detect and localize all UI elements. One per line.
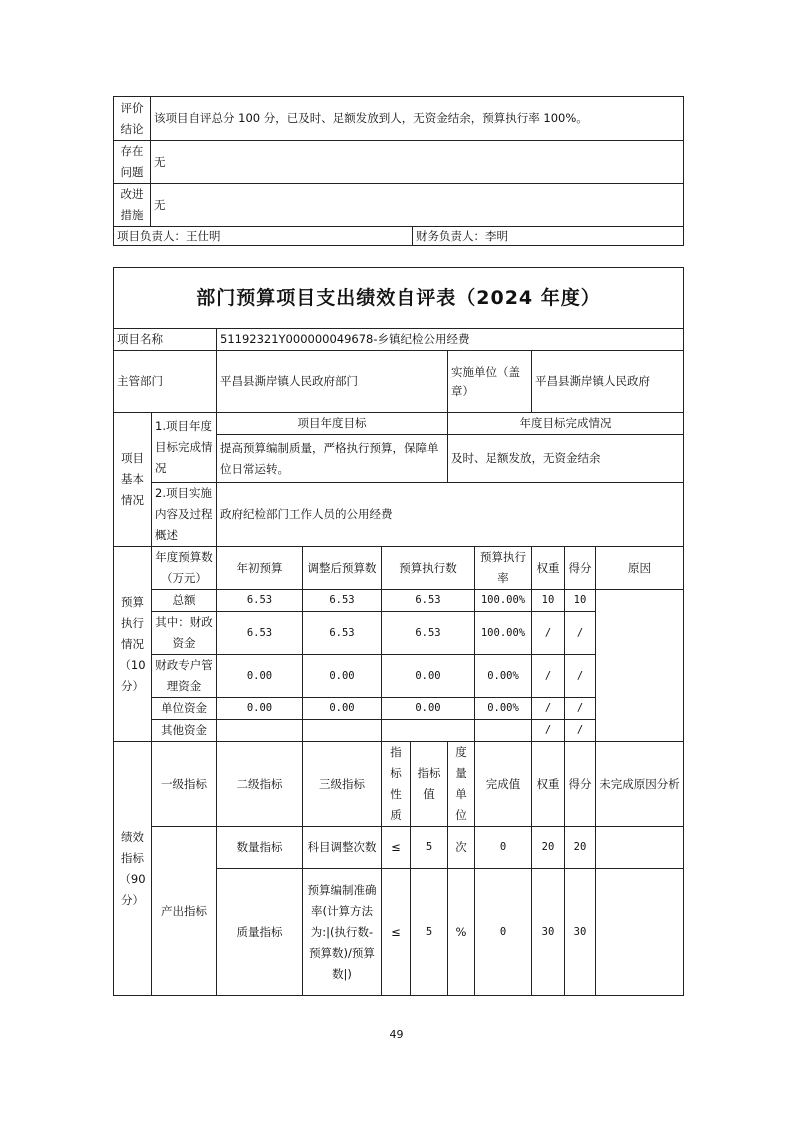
budget-row-name: 财政专户管理资金 — [152, 655, 217, 698]
budget-row — [114, 590, 684, 612]
budget-row-adjusted — [303, 720, 382, 742]
goal-text: 提高预算编制质量，严格执行预算，保障单位日常运转。 — [217, 435, 448, 483]
budget-row-name: 总额 — [152, 590, 217, 612]
perf-actual: 0 — [475, 827, 532, 869]
budget-header-initial: 年初预算 — [217, 547, 303, 590]
goal-label: 1.项目年度目标完成情况 — [152, 413, 217, 483]
responsible-persons-table — [113, 226, 684, 246]
budget-header-rate: 预算执行率 — [475, 547, 532, 590]
budget-header-executed: 预算执行数 — [382, 547, 475, 590]
perf-header-level2: 二级指标 — [217, 742, 303, 827]
budget-row-adjusted: 0.00 — [303, 698, 382, 720]
budget-section-label: 预算执行情况（10分） — [114, 547, 152, 742]
finance-lead: 财务负责人：李明 — [413, 227, 684, 246]
dept-label: 主管部门 — [114, 351, 217, 413]
perf-value: 5 — [411, 827, 448, 869]
problem-text: 无 — [151, 141, 684, 184]
measure-label: 改进措施 — [114, 184, 151, 227]
budget-row-rate: 100.00% — [475, 590, 532, 612]
perf-score: 30 — [565, 869, 596, 996]
perf-level1: 产出指标 — [152, 827, 217, 996]
perf-weight: 30 — [532, 869, 565, 996]
impl-unit-value: 平昌县澌岸镇人民政府 — [532, 351, 684, 413]
budget-row-executed: 6.53 — [382, 612, 475, 655]
perf-level3: 预算编制准确率(计算方法为:|(执行数-预算数)/预算数|) — [303, 869, 382, 996]
budget-row-executed — [382, 720, 475, 742]
budget-row-name: 其他资金 — [152, 720, 217, 742]
perf-level2: 质量指标 — [217, 869, 303, 996]
perf-reason — [596, 869, 684, 996]
budget-row-initial: 6.53 — [217, 590, 303, 612]
goal-completion-header: 年度目标完成情况 — [448, 413, 684, 435]
budget-row-rate: 0.00% — [475, 655, 532, 698]
budget-row-rate: 0.00% — [475, 698, 532, 720]
budget-row-initial: 6.53 — [217, 612, 303, 655]
budget-header-weight: 权重 — [532, 547, 565, 590]
perf-header-nature: 指标性质 — [382, 742, 411, 827]
perf-weight: 20 — [532, 827, 565, 869]
budget-row-weight: / — [532, 720, 565, 742]
perf-header-weight: 权重 — [532, 742, 565, 827]
goal-header: 项目年度目标 — [217, 413, 448, 435]
project-name: 51192321Y000000049678-乡镇纪检公用经费 — [217, 329, 684, 351]
perf-unit: 次 — [448, 827, 475, 869]
goal-completion-text: 及时、足额发放，无资金结余 — [448, 435, 684, 483]
budget-row-initial: 0.00 — [217, 655, 303, 698]
perf-header-reason: 未完成原因分析 — [596, 742, 684, 827]
perf-score: 20 — [565, 827, 596, 869]
budget-row-score: / — [565, 655, 596, 698]
budget-row-executed: 6.53 — [382, 590, 475, 612]
budget-row-weight: / — [532, 698, 565, 720]
content-text: 政府纪检部门工作人员的公用经费 — [217, 483, 684, 547]
perf-header-actual: 完成值 — [475, 742, 532, 827]
project-lead: 项目负责人：王仕明 — [114, 227, 413, 246]
budget-row-initial: 0.00 — [217, 698, 303, 720]
budget-row-executed: 0.00 — [382, 655, 475, 698]
perf-nature: ≤ — [382, 827, 411, 869]
budget-header-adjusted: 调整后预算数 — [303, 547, 382, 590]
budget-row-score: / — [565, 720, 596, 742]
budget-row-adjusted: 0.00 — [303, 655, 382, 698]
self-evaluation-form — [113, 267, 684, 996]
budget-row-weight: 10 — [532, 590, 565, 612]
perf-level3: 科目调整次数 — [303, 827, 382, 869]
budget-header-score: 得分 — [565, 547, 596, 590]
budget-row-executed: 0.00 — [382, 698, 475, 720]
evaluation-summary-table — [113, 96, 684, 227]
form-title: 部门预算项目支出绩效自评表（2024 年度） — [114, 268, 684, 329]
budget-row-score: / — [565, 698, 596, 720]
budget-row-score: / — [565, 612, 596, 655]
perf-section-label: 绩效指标（90分） — [114, 742, 152, 996]
budget-row-name: 其中：财政资金 — [152, 612, 217, 655]
budget-reason-cell — [596, 590, 684, 742]
perf-value: 5 — [411, 869, 448, 996]
perf-level2: 数量指标 — [217, 827, 303, 869]
perf-header-value: 指标值 — [411, 742, 448, 827]
budget-header-reason: 原因 — [596, 547, 684, 590]
budget-header-annual: 年度预算数（万元） — [152, 547, 217, 590]
impl-unit-label: 实施单位（盖章） — [448, 351, 532, 413]
perf-row — [114, 827, 684, 869]
perf-header-level3: 三级指标 — [303, 742, 382, 827]
page-number: 49 — [389, 1028, 404, 1041]
budget-row-initial — [217, 720, 303, 742]
budget-row-weight: / — [532, 655, 565, 698]
content-label: 2.项目实施内容及过程概述 — [152, 483, 217, 547]
problem-label: 存在问题 — [114, 141, 151, 184]
budget-row-score: 10 — [565, 590, 596, 612]
basic-info-label: 项目基本情况 — [114, 413, 152, 547]
perf-nature: ≤ — [382, 869, 411, 996]
perf-header-unit: 度量单位 — [448, 742, 475, 827]
budget-row-adjusted: 6.53 — [303, 612, 382, 655]
budget-row-rate — [475, 720, 532, 742]
budget-row-rate: 100.00% — [475, 612, 532, 655]
measure-text: 无 — [151, 184, 684, 227]
project-name-label: 项目名称 — [114, 329, 217, 351]
budget-row-weight: / — [532, 612, 565, 655]
perf-header-score: 得分 — [565, 742, 596, 827]
perf-unit: % — [448, 869, 475, 996]
eval-conclusion-text: 该项目自评总分 100 分，已及时、足额发放到人，无资金结余，预算执行率 100%。 — [151, 97, 684, 141]
budget-row-adjusted: 6.53 — [303, 590, 382, 612]
perf-actual: 0 — [475, 869, 532, 996]
perf-header-level1: 一级指标 — [152, 742, 217, 827]
dept-value: 平昌县澌岸镇人民政府部门 — [217, 351, 448, 413]
perf-reason — [596, 827, 684, 869]
eval-conclusion-label: 评价结论 — [114, 97, 151, 141]
budget-row-name: 单位资金 — [152, 698, 217, 720]
